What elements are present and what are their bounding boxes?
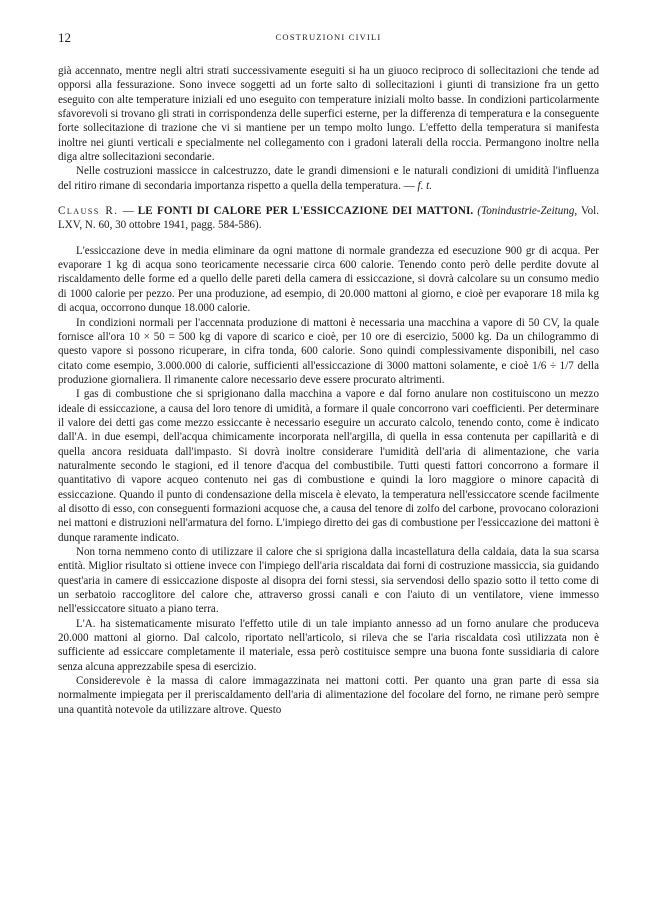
body-text: [58, 64, 599, 717]
article-author: Clauss R.: [58, 205, 119, 218]
article-heading: [58, 204, 599, 233]
article-title: LE FONTI DI CALORE PER L'ESSICCAZIONE DEI MATTONI.: [137, 205, 474, 218]
paragraph-measurement: L'A. ha sistematicamente misurato l'effetto utile di un tale impianto annesso ad un forno anulare che produceva 20.000 mattoni al giorno. Dal calcolo, riportato nell'articolo, si rileva che se l'aria riscaldata così utilizzata non è sufficiente ad essiccare completamente il materiale, essa però costituisce sempre una buona fonte sussidiaria di calore senza alcuna apprezzabile spesa di esercizio.: [58, 617, 599, 673]
paragraph-combustion-gases: I gas di combustione che si sprigionano dalla macchina a vapore e dal forno anulare non costituiscono un mezzo ideale di essiccazione, a causa del loro tenore di umidità, a formare il quale concorrono vari coefficienti. Per determinare il valore dei detti gas come mezzo essiccante è necessario eseguire un accurato calcolo, tenendo conto, come è indicato dall'A. in due esempi, dell'acqua chimicamente incorporata nell'argilla, di quella in essa contenuta per capillarità e di quella ancora residuata dall'impasto. Si dovrà inoltre considerare l'umidità dell'aria di alimentazione, che varia naturalmente secondo le stagioni, ed il tenore d'acqua del combustibile. Tutti questi fattori concorrono a formare il quantitativo di vapore acqueo contenuto nei gas di combustione e quindi la loro maggiore o minore capacità di essiccazione. Quando il punto di condensazione della miscela è elevato, la temperatura nell'essiccatore scende facilmente al disotto di esso, con conseguenti formazioni acquose che, a causa del tenore di zolfo del carbone, provocano colorazioni nei mattoni e distruzioni nell'armatura del forno. L'impiego diretto dei gas di combustione per l'essiccazione dei mattoni è dunque raramente indicato.: [58, 388, 599, 544]
paragraph-text: Nelle costruzioni massicce in calcestruzzo, date le grandi dimensioni e le naturali condizioni di umidità l'influenza del ritiro rimane di secondaria importanza rispetto a quella della temperatura. —: [58, 165, 599, 192]
paragraph-heated-air: Non torna nemmeno conto di utilizzare il calore che si sprigiona dalla incastellatura della caldaia, data la sua scarsa entità. Miglior risultato si ottiene invece con l'impiego dell'aria riscaldata dai forni di costruzione massiccia, sia guidando quest'aria in camere di essiccazione disposte al disopra dei forni stessi, sia servendosi dello spazio sotto il tetto come di un serbatoio raccoglitore del calore che, attraverso grossi canali e con l'aiuto di un ventilatore, viene immesso nell'essiccatore situato a piano terra.: [58, 546, 599, 616]
author-initials: f. t.: [417, 179, 432, 192]
paragraph-concrete-shrinkage: [58, 164, 599, 193]
paragraph-stored-heat: Considerevole è la massa di calore immagazzinata nei mattoni cotti. Per quanto una gran parte di essa sia normalmente impiegata per il preriscaldamento dell'aria di alimentazione del focolare del forno, ne rimane però sempre una quantità notevole da utilizzare altrove. Questo: [58, 675, 599, 716]
journal-name: (Tonindustrie-Zeitung,: [477, 205, 578, 218]
heading-dash: —: [118, 205, 138, 218]
running-title: COSTRUZIONI CIVILI: [275, 32, 382, 42]
paragraph-steam-engine: In condizioni normali per l'accennata produzione di mattoni è necessaria una macchina a vapore di 50 CV, la quale fornisce all'ora 10 × 50 = 500 kg di vapore di scarico e cioè, per 10 ore di esercizio, 5000 kg. Da un chilogrammo di questo vapore si possono ricuperare, in cifra tonda, 600 calorie. Sono quindi complessivamente disponibili, nel caso citato come esempio, 3.000.000 di calorie, sufficienti all'essiccazione di 3000 mattoni solamente, e cioè 1/6 ÷ 1/7 della produzione giornaliera. Il rimanente calore necessario deve essere procurato altrimenti.: [58, 316, 599, 386]
page-header: [58, 30, 599, 46]
page-number: 12: [58, 30, 71, 45]
paragraph-continued: già accennato, mentre negli altri strati successivamente eseguiti si ha un giuoco reciproco di sollecitazioni che tende ad opporsi alla fessurazione. Sono invece soggetti ad un forte salto di sollecitazioni i giunti di transizione fra un getto eseguito con alte temperature iniziali ed uno eseguito con temperature iniziali molto basse. In condizioni particolarmente sfavorevoli si trovano gli strati in corrispondenza delle superfici esterne, per la differenza di temperatura e la conseguente forte sollecitazione di trazione che vi si mantiene per un tempo molto lungo. L'effetto della temperatura si manifesta inoltre nei giunti verticali e specialmente nel collegamento con i gradoni laterali della roccia. Permangono inoltre nella diga altre sollecitazioni secondarie.: [58, 65, 599, 164]
article-citation: Vol. LXV, N. 60, 30 ottobre 1941, pagg. 584-586).: [58, 205, 600, 232]
paragraph-water-removal: L'essiccazione deve in media eliminare da ogni mattone di normale grandezza ed esecuzione 900 gr di acqua. Per evaporare 1 kg di acqua sono teoricamente necessarie circa 600 calorie. Tenendo conto però delle perdite dovute al riscaldamento delle forme ed a quello delle pareti della camera di essiccazione, si dovrà calcolare su un consumo medio di 1000 calorie per pezzo. Per una produzione, ad esempio, di 20.000 mattoni al giorno, e cioè per evaporare 18 mila kg di acqua, occorrono dunque 18.000 calorie.: [58, 244, 599, 315]
